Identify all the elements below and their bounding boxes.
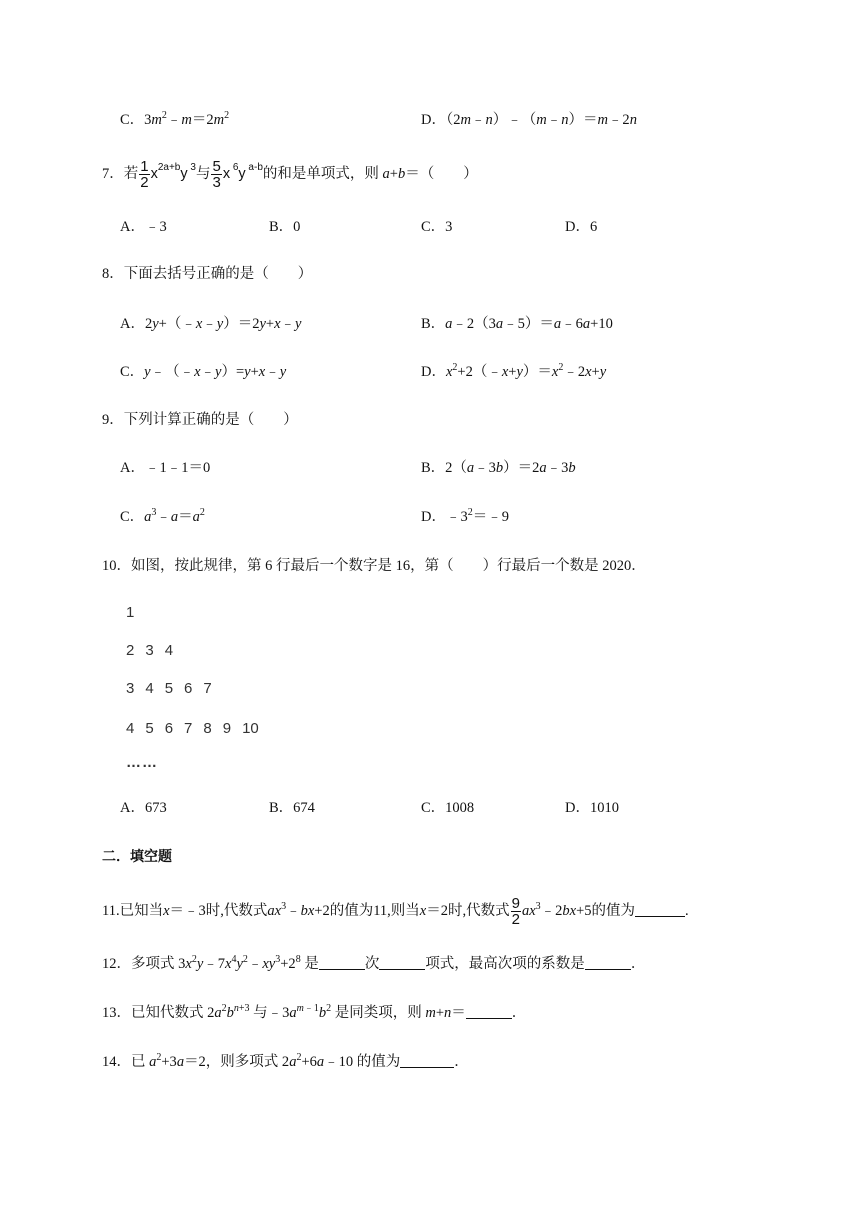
fraction-one-half: $\frac{1}{2}$ [140, 158, 149, 192]
q6-option-c: C．$3m^2﹣m=2m^2$ [120, 110, 230, 128]
q9-option-a: A．﹣1﹣1＝0 [120, 460, 211, 476]
figure-number: 3 [145, 642, 154, 659]
figure-row-3 [126, 680, 223, 697]
figure-number: 1 [126, 604, 135, 621]
q11-stem: 11.已知当x＝﹣3时,代数式$ax^3﹣bx+2$的值为11,则当x＝2时,代数式 $\frac{9}{2}$ $ax^3﹣2bx+5$的值为 . [102, 895, 689, 929]
q12-stem: 12．多项式 $3x^2y﹣7x^4y^2﹣xy^3+2^8$ 是 次 项式，最高次项的系数是 ． [102, 954, 646, 972]
fraction-nine-halves: $\frac{9}{2}$ [511, 895, 520, 929]
q8-option-b: B．a﹣2（3a﹣5）＝a﹣6a+10 [421, 316, 613, 332]
answer-blank[interactable] [379, 955, 425, 970]
q10-stem: 10．如图，按此规律，第 6 行最后一个数字是 16，第（ ）行最后一个数是 2020． [102, 558, 646, 574]
figure-number: 10 [242, 720, 259, 737]
q7-option-d: D．6 [565, 219, 598, 235]
figure-number: 2 [126, 642, 135, 659]
q13-stem: 13．已知代数式 $2a^2b^{n+3}$ 与$﹣3a^{m﹣1}b^2$ 是同类项，则 m+n＝ ． [102, 1003, 527, 1021]
q9-option-d: D．$﹣3^2=﹣9$ [421, 507, 509, 525]
q10-option-c: C．1008 [421, 800, 475, 816]
q14-stem: 14．已 $a^2+3a=2$，则多项式 $2a^2+6a﹣10$ 的值为 ． [102, 1052, 469, 1070]
answer-blank[interactable] [585, 955, 631, 970]
q10-option-a: A．673 [120, 800, 167, 816]
answer-blank[interactable] [635, 902, 685, 917]
answer-blank[interactable] [319, 955, 365, 970]
q8-option-c: C．y﹣（﹣x﹣y）=y+x﹣y [120, 364, 287, 380]
figure-number: 4 [164, 642, 174, 659]
q8-option-a: A．2y+（﹣x﹣y）＝2y+x﹣y [120, 316, 302, 332]
fraction-five-thirds: $\frac{5}{3}$ [212, 158, 221, 192]
figure-number: 7 [184, 720, 193, 737]
q9-stem: 9．下列计算正确的是（ ） [102, 412, 298, 428]
q10-option-b: B．674 [269, 800, 315, 816]
q7-option-c: C．3 [421, 219, 453, 235]
figure-number: 4 [126, 720, 135, 737]
figure-number: 8 [203, 720, 212, 737]
figure-row-2 [126, 642, 184, 659]
q9-option-b: B．2（a﹣3b）＝2a﹣3b [421, 460, 576, 476]
figure-row-4 [126, 720, 270, 737]
figure-number: 9 [222, 720, 232, 737]
q7-option-a: A．﹣3 [120, 219, 167, 235]
figure-row-1 [126, 604, 145, 621]
figure-number: 5 [164, 680, 174, 697]
q6-option-d: D．（2m﹣n）﹣（m﹣n）＝m﹣2n [421, 112, 637, 128]
figure-number: 5 [145, 720, 154, 737]
figure-number: 4 [145, 680, 154, 697]
ellipsis: …… [126, 754, 158, 771]
q8-option-d: D．$x^2+2(﹣x+y)=x^2﹣2x+y$ [421, 362, 607, 380]
figure-number: 6 [164, 720, 174, 737]
q10-option-d: D．1010 [565, 800, 619, 816]
figure-number: 6 [184, 680, 193, 697]
figure-number: 3 [126, 680, 135, 697]
q8-stem: 8．下面去括号正确的是（ ） [102, 266, 313, 282]
q9-option-c: C．$a^3﹣a=a^2$ [120, 507, 205, 525]
figure-number: 7 [203, 680, 212, 697]
figure-ellipsis [126, 754, 169, 771]
q7-option-b: B．0 [269, 219, 301, 235]
q7-stem: 7．若 $\frac{1}{2}$ $x^{2a+b}y$ $^3$与 $\frac{5}{3}$ x $^6$y $^{a-b}$的和是单项式，则 a+b＝（ ） [102, 158, 478, 192]
section-title-fill-in: 二．填空题 [102, 848, 172, 864]
answer-blank[interactable] [400, 1053, 454, 1068]
answer-blank[interactable] [466, 1004, 512, 1019]
